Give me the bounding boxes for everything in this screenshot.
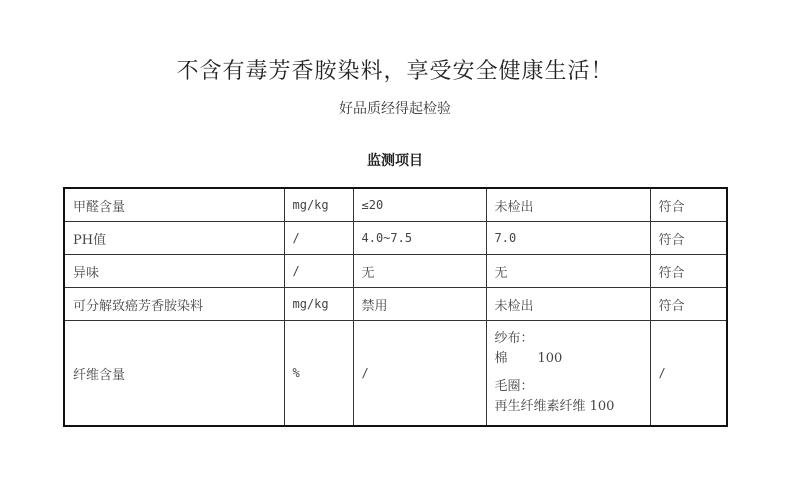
section-title: 监测项目 bbox=[367, 153, 423, 169]
item-cell: 可分解致癌芳香胺染料 bbox=[64, 288, 284, 321]
standard-cell: 无 bbox=[353, 255, 486, 288]
verdict-cell: 符合 bbox=[650, 222, 727, 255]
table-row-fiber-content bbox=[64, 321, 727, 427]
item-cell: 异味 bbox=[64, 255, 284, 288]
yarn-material: 棉 bbox=[494, 351, 508, 366]
table-row bbox=[64, 222, 727, 255]
table-row bbox=[64, 188, 727, 222]
standard-cell: ≤20 bbox=[353, 188, 486, 222]
item-cell: PH值 bbox=[64, 222, 284, 255]
loop-label: 毛圈： bbox=[494, 379, 534, 394]
test-results-table bbox=[63, 187, 728, 427]
unit-cell: mg/kg bbox=[284, 288, 353, 321]
result-cell: 无 bbox=[486, 255, 650, 288]
unit-cell: % bbox=[284, 321, 353, 427]
verdict-cell: / bbox=[650, 321, 727, 427]
standard-cell: 禁用 bbox=[353, 288, 486, 321]
yarn-label: 纱布： bbox=[494, 331, 534, 346]
result-cell: 7.0 bbox=[486, 222, 650, 255]
result-cell: 未检出 bbox=[486, 288, 650, 321]
item-cell: 纤维含量 bbox=[64, 321, 284, 427]
unit-cell: mg/kg bbox=[284, 188, 353, 222]
yarn-composition bbox=[495, 349, 642, 369]
unit-cell: / bbox=[284, 255, 353, 288]
fiber-composition bbox=[495, 329, 642, 417]
verdict-cell: 符合 bbox=[650, 255, 727, 288]
table-row bbox=[64, 288, 727, 321]
result-cell: 未检出 bbox=[486, 188, 650, 222]
standard-cell: 4.0~7.5 bbox=[353, 222, 486, 255]
table-row bbox=[64, 255, 727, 288]
headline: 不含有毒芳香胺染料，享受安全健康生活！ bbox=[176, 59, 614, 84]
unit-cell: / bbox=[284, 222, 353, 255]
loop-composition: 再生纤维素纤维 100 bbox=[494, 399, 615, 414]
item-cell: 甲醛含量 bbox=[64, 188, 284, 222]
result-cell bbox=[486, 321, 650, 427]
yarn-value: 100 bbox=[537, 351, 563, 366]
verdict-cell: 符合 bbox=[650, 188, 727, 222]
verdict-cell: 符合 bbox=[650, 288, 727, 321]
standard-cell: / bbox=[353, 321, 486, 427]
subline: 好品质经得起检验 bbox=[339, 101, 451, 117]
